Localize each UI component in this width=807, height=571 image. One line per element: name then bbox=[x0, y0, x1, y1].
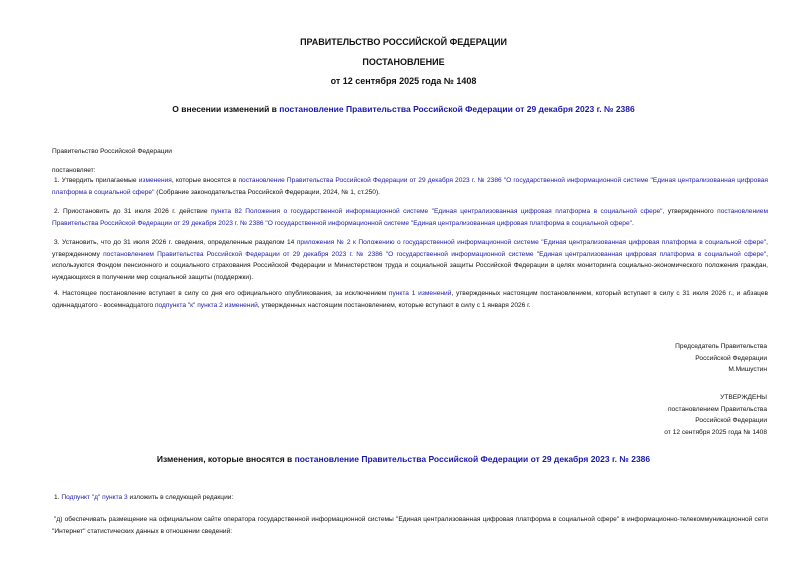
p2-text-2: , утвержденного bbox=[662, 208, 718, 215]
p4-text-1: 4. Настоящее постановление вступает в силу со дня его официального опубликования, за исключением bbox=[54, 290, 389, 297]
p3-text-1: 3. Установить, что до 31 июля 2026 г. сведения, определенные разделом 14 bbox=[54, 239, 297, 246]
approved-line-3: Российской Федерации bbox=[695, 417, 767, 424]
p4-text-2: , утвержденных настоящим постановлением, который вступает в силу с 31 июля 2026 г., и абзацев одиннадцатого - восемнадцатого bbox=[52, 290, 768, 309]
p2-text-1: 2. Приостановить до 31 июля 2026 г. действие bbox=[54, 208, 211, 215]
title-link[interactable]: постановление Правительства Российской Федерации от 29 декабря 2023 г. № 2386 bbox=[279, 104, 635, 114]
intro-resolves: постановляет: bbox=[52, 167, 96, 174]
p1-link-changes[interactable]: изменения bbox=[138, 177, 172, 184]
title-prefix: О внесении изменений в bbox=[172, 104, 280, 114]
paragraph-3 bbox=[52, 237, 768, 283]
p3-text-3: , используются Фондом пенсионного и социального страхования Российской Федерации и Министерством труда и социальной защиты Российской Федерации в целях мониторинга социально-экономического положения граждан, нуждающихся в получении мер социальной защиты (поддержки). bbox=[52, 250, 768, 281]
p3-link-resolution[interactable]: постановлением Правительства Российской Федерации от 29 декабря 2023 г. № 2386 "О государственной информационной системе "Единая централизованная цифровая платформа в социальной сфере" bbox=[103, 250, 767, 258]
p4-link-subitem[interactable]: подпункта "к" пункта 2 изменений bbox=[154, 301, 258, 309]
doc-date-number: от 12 сентября 2025 года № 1408 bbox=[330, 76, 477, 86]
p4-link-item1[interactable]: пункта 1 изменений bbox=[388, 290, 452, 297]
p3-text-2: , утвержденному bbox=[52, 239, 768, 258]
change-1-text: "д) обеспечивать размещение на официальном сайте оператора государственной информационной системы "Единая централизованная цифровая платформа в социальной сфере" в информационно-телекоммуникационной сети "Интернет" статистических данных в отношении сведений: bbox=[52, 516, 768, 535]
change-1 bbox=[52, 492, 768, 504]
changes-title-prefix: Изменения, которые вносятся в bbox=[156, 454, 295, 464]
approved-block bbox=[664, 392, 767, 438]
change1-text-2: изложить в следующей редакции: bbox=[127, 494, 234, 501]
p2-link-clause[interactable]: пункта 82 Положения о государственной информационной системе "Единая централизованная цифровая платформа в социальной сфере" bbox=[210, 208, 663, 215]
p1-text-3: (Собрание законодательства Российской Федерации, 2024, № 1, ст.250). bbox=[154, 188, 380, 196]
signature-block bbox=[675, 341, 767, 376]
approved-line-1: УТВЕРЖДЕНЫ bbox=[720, 394, 767, 401]
p4-text-3: , утвержденных настоящим постановлением, которые вступают в силу с 1 января 2026 г. bbox=[257, 301, 531, 309]
government-heading: ПРАВИТЕЛЬСТВО РОССИЙСКОЙ ФЕДЕРАЦИИ bbox=[300, 37, 507, 47]
p1-text-1: 1. Утвердить прилагаемые bbox=[54, 177, 139, 184]
p1-text-2: , которые вносятся в bbox=[171, 177, 239, 184]
paragraph-2 bbox=[52, 206, 768, 229]
paragraph-4 bbox=[52, 288, 768, 311]
signature-line-1: Председатель Правительства bbox=[675, 343, 767, 350]
p2-text-3: . bbox=[631, 219, 634, 227]
approved-line-4: от 12 сентября 2025 года № 1408 bbox=[664, 428, 767, 436]
approved-line-2: постановлением Правительства bbox=[667, 405, 767, 413]
p1-link-resolution[interactable]: постановление Правительства Российской Федерации от 29 декабря 2023 г. № 2386 "О государственной информационной системе "Единая централизованная цифровая платформа в социальной сфере" bbox=[52, 177, 768, 196]
p3-link-appendix[interactable]: приложения № 2 к Положению о государственной информационной системе "Единая централизованная цифровая платформа в социальной сфере" bbox=[296, 239, 767, 246]
intro-government: Правительство Российской Федерации bbox=[52, 148, 172, 155]
changes-title-link[interactable]: постановление Правительства Российской Федерации от 29 декабря 2023 г. № 2386 bbox=[294, 454, 651, 464]
signature-line-2: Российской Федерации bbox=[695, 354, 767, 362]
signature-line-3: М.Мишустин bbox=[728, 366, 767, 373]
change1-link[interactable]: Подпункт "д" пункта 3 bbox=[61, 494, 128, 501]
paragraph-1 bbox=[52, 175, 768, 198]
change1-text-1: 1. bbox=[54, 494, 62, 501]
doc-type-heading: ПОСТАНОВЛЕНИЕ bbox=[362, 57, 445, 67]
changes-title bbox=[0, 454, 807, 464]
p2-link-resolution[interactable]: постановлением Правительства Российской Федерации от 29 декабря 2023 г. № 2386 "О государственной информационной системе "Единая централизованная цифровая платформа в социальной сфере" bbox=[52, 208, 768, 227]
document-title bbox=[0, 104, 807, 114]
